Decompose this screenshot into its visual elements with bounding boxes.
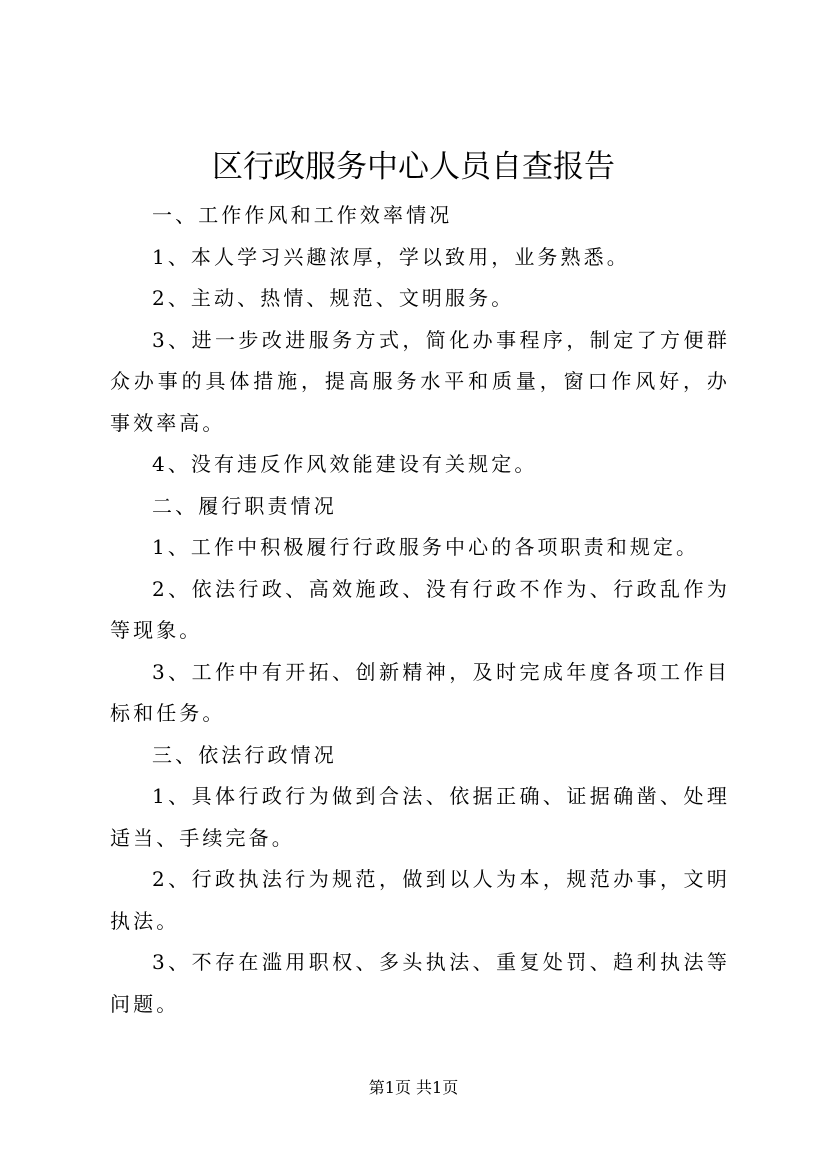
paragraph: 3、工作中有开拓、创新精神，及时完成年度各项工作目标和任务。 [110, 659, 730, 725]
page-footer: 第1页 共1页 [368, 1078, 459, 1097]
paragraph: 3、进一步改进服务方式，简化办事程序，制定了方便群众办事的具体措施，提高服务水平和质量，窗口作风好，办事效率高。 [110, 327, 730, 435]
section-heading: 二、履行职责情况 [152, 493, 337, 518]
document-title: 区行政服务中心人员自查报告 [212, 149, 615, 185]
paragraph: 2、行政执法行为规范，做到以人为本，规范办事，文明执法。 [110, 867, 730, 933]
paragraph: 3、不存在滥用职权、多头执法、重复处罚、趋利执法等问题。 [110, 950, 730, 1016]
paragraph: 2、依法行政、高效施政、没有行政不作为、行政乱作为等现象。 [110, 576, 730, 642]
document-body [110, 195, 730, 1025]
paragraph: 1、工作中积极履行行政服务中心的各项职责和规定。 [152, 535, 700, 559]
section-heading: 三、依法行政情况 [152, 742, 337, 767]
section-heading: 一、工作作风和工作效率情况 [152, 203, 453, 227]
paragraph: 1、具体行政行为做到合法、依据正确、证据确凿、处理适当、手续完备。 [110, 784, 730, 850]
paragraph: 1、本人学习兴趣浓厚，学以致用，业务熟悉。 [152, 244, 630, 269]
paragraph: 4、没有违反作风效能建设有关规定。 [152, 452, 538, 476]
paragraph: 2、主动、热情、规范、文明服务。 [152, 286, 515, 310]
